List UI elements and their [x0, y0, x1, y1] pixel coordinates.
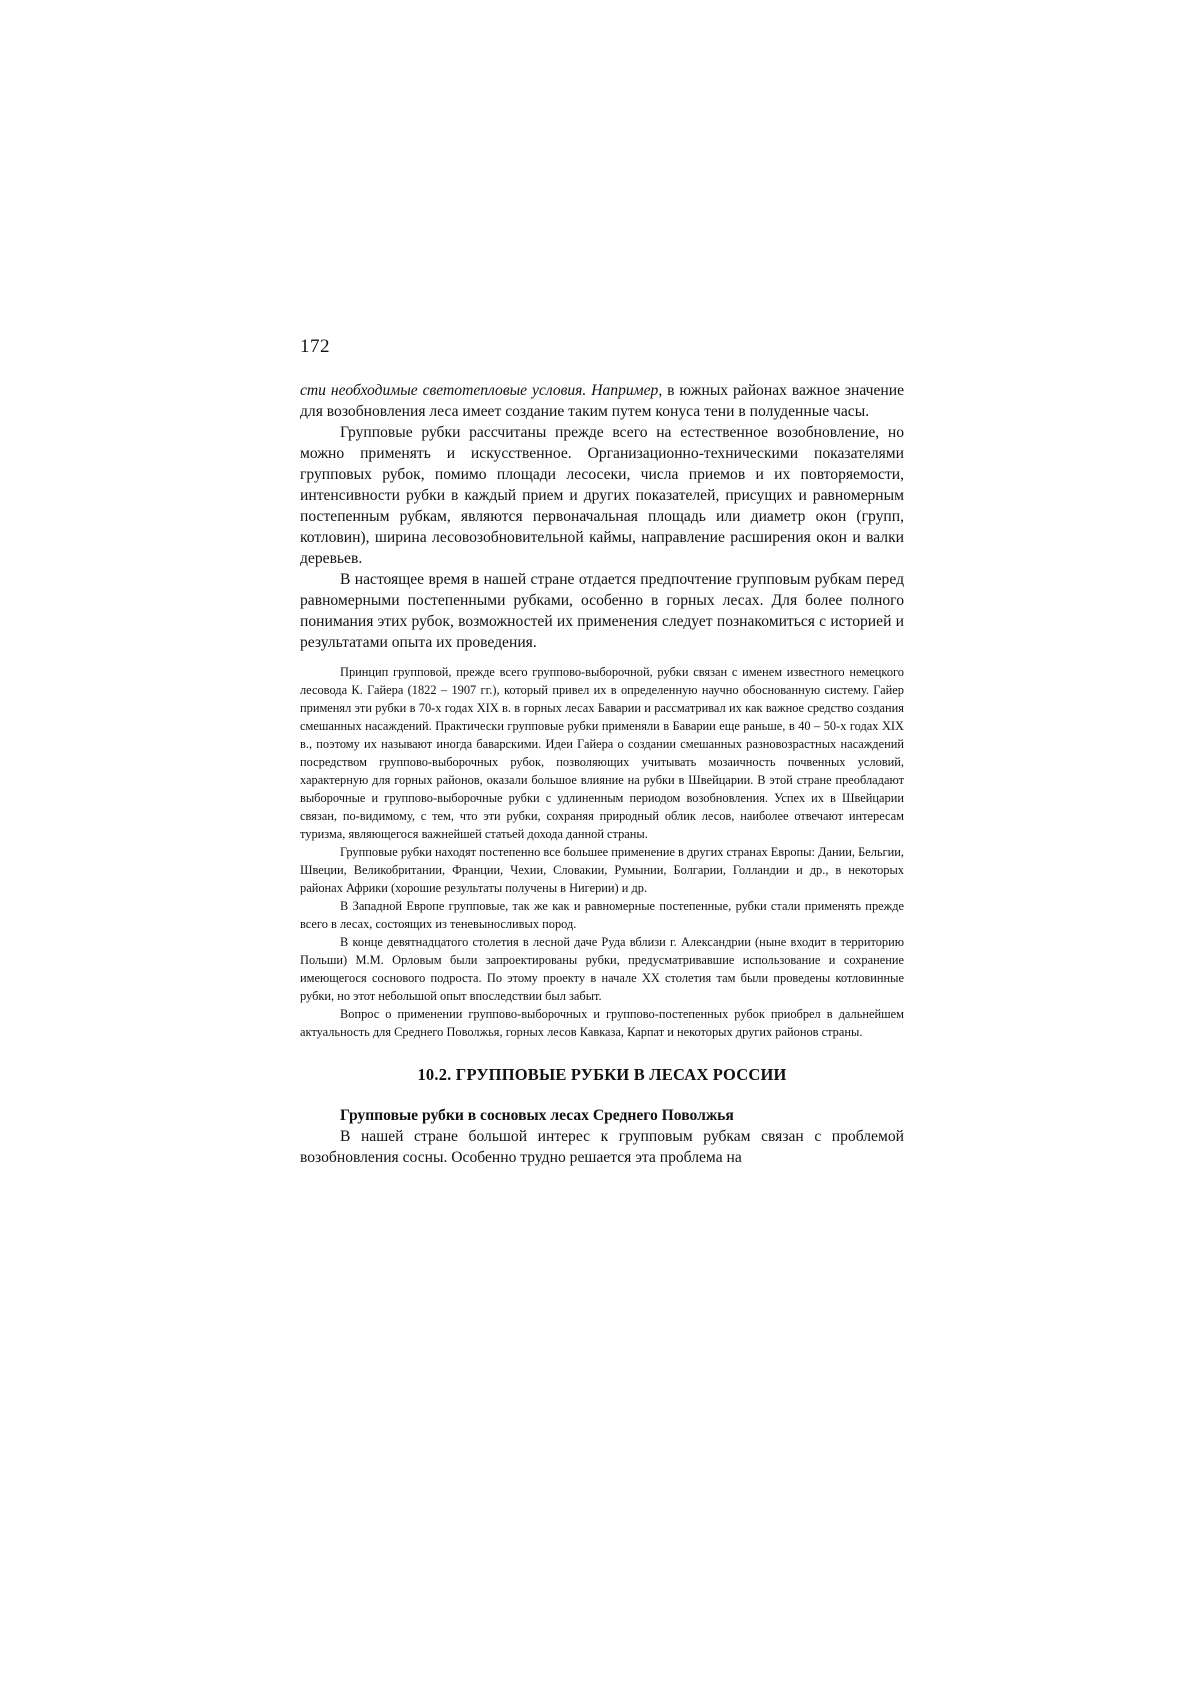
small-paragraph: Групповые рубки находят постепенно все большее применение в других странах Европы: Дании, Бельгии, Швеции, Великобритании, Франции, Чехии, Словакии, Румынии, Болгарии, Голландии и др., в некоторых районах Африки (хорошие результаты получены в Нигерии) и др.	[300, 845, 904, 895]
section-heading: 10.2. ГРУППОВЫЕ РУБКИ В ЛЕСАХ РОССИИ	[417, 1065, 787, 1084]
small-paragraph: Принцип групповой, прежде всего группово-выборочной, рубки связан с именем известного немецкого лесовода К. Гайера (1822 – 1907 гг.), который привел их в определенную научно обоснованную систему. Гайер применял эти рубки в 70-х годах XIX в. в горных лесах Баварии и рассматривал их как важное средство создания смешанных насаждений. Практически групповые рубки применяли в Баварии еще раньше, в 40 – 50-х годах XIX в., поэтому их называют иногда баварскими. Идеи Гайера о создании смешанных разновозрастных насаждений посредством группово-выборочных рубок, позволяющих учитывать мозаичность почвенных условий, характерную для горных районов, оказали большое влияние на рубки в Швейцарии. В этой стране преобладают выборочные и группово-выборочные рубки с удлиненным периодом возобновления. Успех их в Швейцарии связан, по-видимому, с тем, что эти рубки, сохраняя природный облик лесов, наиболее отвечают интересам туризма, являющегося важнейшей статьей дохода данной страны.	[300, 665, 904, 841]
small-paragraph: В Западной Европе групповые, так же как и равномерные постепенные, рубки стали применять прежде всего в лесах, состоящих из теневыносливых пород.	[300, 899, 904, 931]
paragraph-group-cutting: Групповые рубки рассчитаны прежде всего на естественное возобновление, но можно применять и искусственное. Организационно-техническими показателями групповых рубок, помимо площади лесосеки, числа приемов и их повторяемости, интенсивности рубки в каждый прием и других показателей, присущих и равномерным постепенным рубкам, являются первоначальная площадь или диаметр окон (групп, котловин), ширина лесовозобновительной каймы, направление расширения окон и валки деревьев.	[300, 424, 904, 567]
paragraph-preference: В настоящее время в нашей стране отдается предпочтение групповым рубкам перед равномерными постепенными рубками, особенно в горных лесах. Для более полного понимания этих рубок, возможностей их применения следует познакомиться с историей и результатами опыта их проведения.	[300, 571, 904, 651]
small-paragraph: В конце девятнадцатого столетия в лесной даче Руда вблизи г. Александрии (ныне входит в территорию Польши) М.М. Орловым были запроектированы рубки, предусматривавшие использование и сохранение имеющегося соснового подроста. По этому проекту в начале XX столетия там были проведены котловинные рубки, но этот небольшой опыт впоследствии был забыт.	[300, 935, 904, 1003]
small-print-block	[300, 663, 904, 1041]
paragraph-continuation	[300, 380, 904, 422]
paragraph-text: в южных районах важное значение для возобновления леса имеет создание таким путем конуса тени в полуденные часы.	[300, 382, 905, 420]
page-number: 172	[300, 336, 330, 357]
subsection-heading: Групповые рубки в сосновых лесах Среднего Поволжья	[340, 1107, 734, 1124]
small-paragraph: Вопрос о применении группово-выборочных и группово-постепенных рубок приобрел в дальнейшем актуальность для Среднего Поволжья, горных лесов Кавказа, Карпат и некоторых других районов страны.	[300, 1007, 904, 1039]
body-text	[300, 380, 904, 1168]
italic-text: сти необходимые светотепловые условия. Например,	[300, 382, 663, 399]
paragraph-final: В нашей стране большой интерес к групповым рубкам связан с проблемой возобновления сосны. Особенно трудно решается эта проблема на	[300, 1128, 904, 1166]
